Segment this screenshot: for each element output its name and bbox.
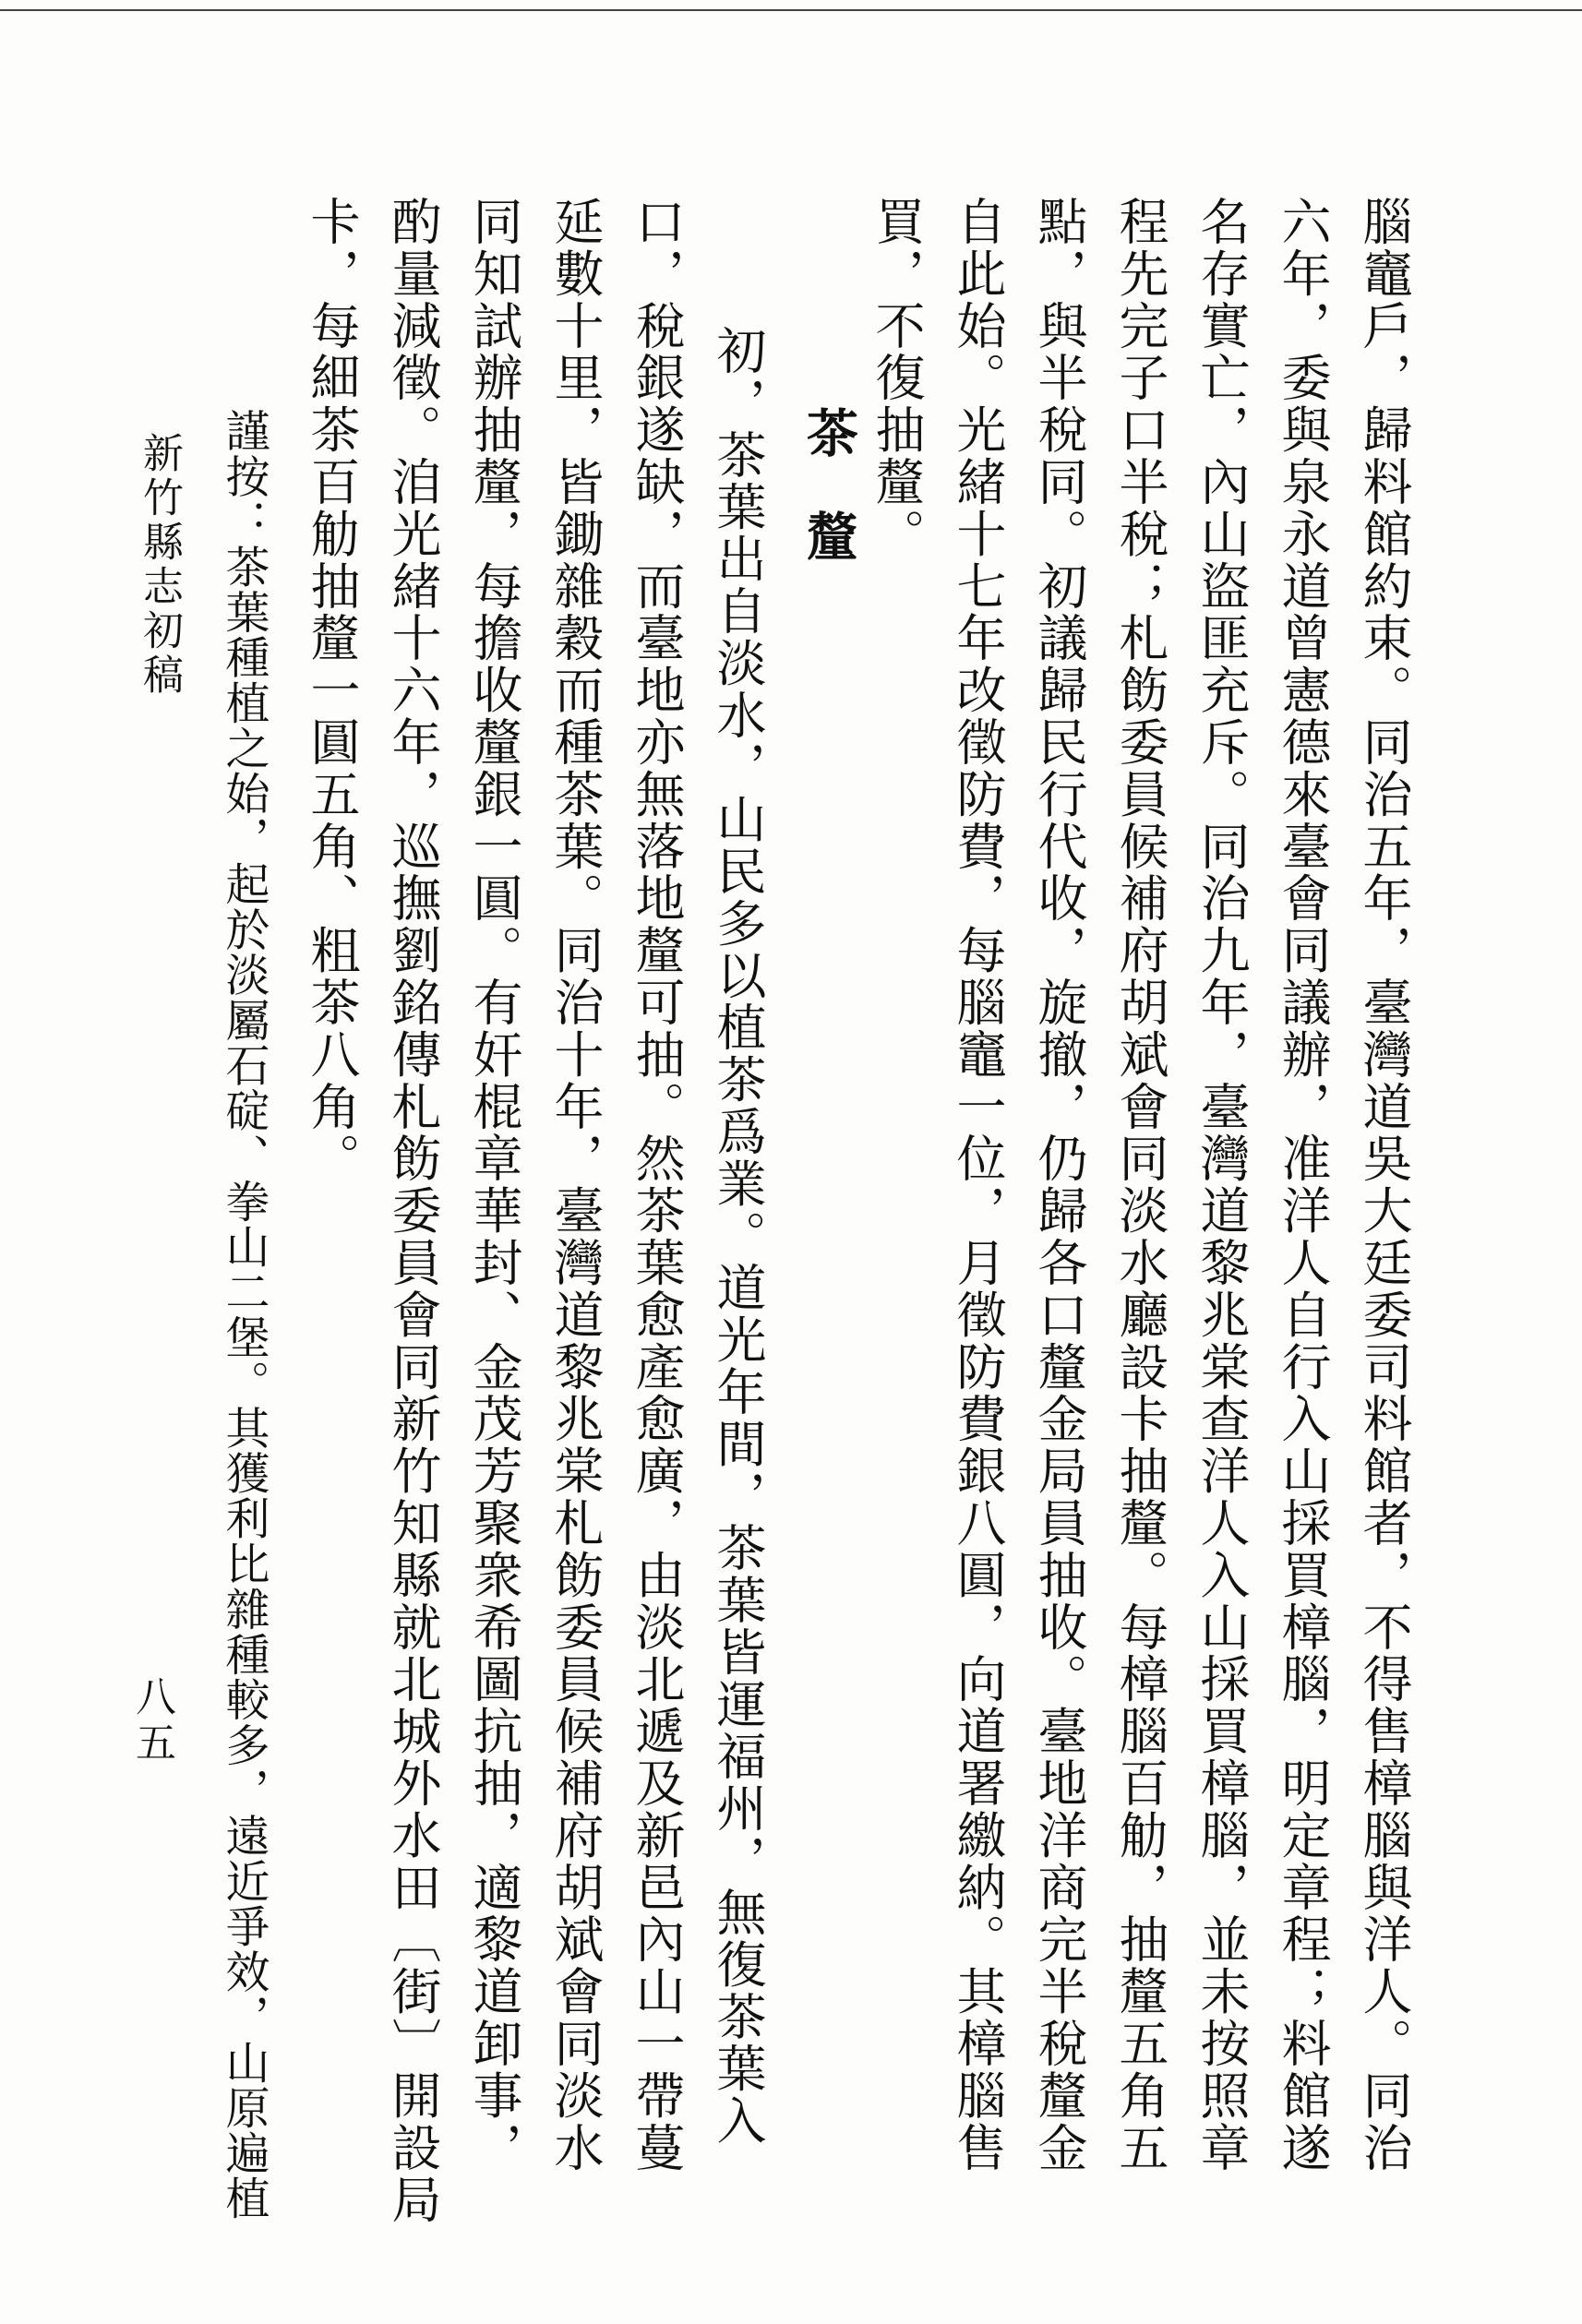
text-column: 卡，每細茶百觔抽釐一圓五角、粗茶八角。 <box>303 196 361 1185</box>
text-column: 程先完子口半稅；札飭委員候補府胡斌會同淡水廳設卡抽釐。每樟腦百觔，抽釐五角五 <box>1111 196 1169 2174</box>
text-column: 延數十里，皆鋤雜穀而種茶葉。同治十年，臺灣道黎兆棠札飭委員候補府胡斌會同淡水 <box>546 196 605 2174</box>
text-column: 自此始。光緒十七年改徵防費，每腦竈一位，月徵防費銀八圓，向道署繳納。其樟腦售 <box>949 196 1007 2174</box>
text-column: 酌量減徵。洎光緒十六年，巡撫劉銘傳札飭委員會同新竹知縣就北城外水田〔街〕開設局 <box>384 196 442 2226</box>
text-column: 腦竈戶，歸料館約束。同治五年，臺灣道吳大廷委司料館者，不得售樟腦與洋人。同治 <box>1355 196 1413 2174</box>
section-heading: 茶 釐 <box>798 406 859 561</box>
editor-note: 謹按：茶葉種植之始，起於淡屬石碇、拳山二堡。其獲利比雜種較多，遠近爭效，山原遍植 <box>218 408 270 2221</box>
text-column: 六年，委與泉永道曾憲德來臺會同議辦，准洋人自行入山採買樟腦，明定章程；料館遂 <box>1274 196 1332 2174</box>
text-column: 同知試辦抽釐，每擔收釐銀一圓。有奸棍章華封、金茂芳聚衆希圖抗抽，適黎道卸事， <box>465 196 523 2174</box>
page-number: 八五 <box>128 1675 175 1767</box>
text-column: 名存實亡，內山盜匪充斥。同治九年，臺灣道黎兆棠查洋人入山採買樟腦，並未按照章 <box>1192 196 1251 2174</box>
top-border-line <box>0 9 1582 11</box>
text-column: 買，不復抽釐。 <box>868 196 926 560</box>
text-column: 點，與半稅同。初議歸民行代收，旋撤，仍歸各口釐金局員抽收。臺地洋商完半稅釐金 <box>1030 196 1088 2174</box>
text-column: 初，茶葉出自淡水，山民多以植茶爲業。道光年間，茶葉皆運福州，無復茶葉入 <box>709 325 767 2147</box>
text-column: 口，稅銀遂缺，而臺地亦無落地釐可抽。然茶葉愈產愈廣，由淡北遞及新邑內山一帶蔓 <box>628 196 686 2174</box>
book-title: 新竹縣志初稿 <box>136 432 183 698</box>
